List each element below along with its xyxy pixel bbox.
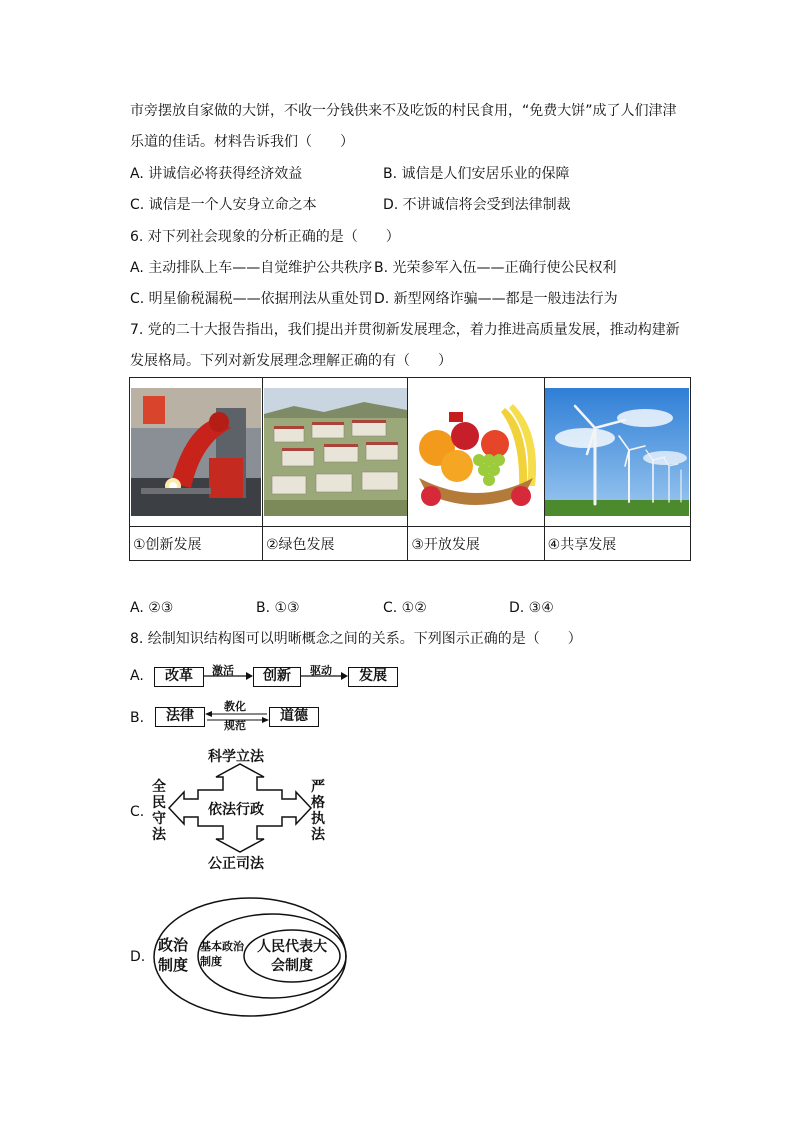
- diagram-d-middle: 基本政治制度: [200, 940, 244, 968]
- caption-3: ③开放发展: [408, 527, 544, 561]
- q7-stem-line-1: 7. 党的二十大报告指出，我们提出并贯彻新发展理念，着力推进高质量发展，推动构建新: [130, 322, 680, 338]
- intro-line-2: 乐道的佳话。材料告诉我们（ ）: [130, 134, 354, 150]
- diagram-a-arrow-2: [301, 670, 349, 682]
- photo-housing-estate: [263, 378, 408, 527]
- diagram-b-bottom-label: 规范: [224, 719, 246, 732]
- intro-line-1: 市旁摆放自家做的大饼，不收一分钱供来不及吃饭的村民食用，“免费大饼”成了人们津津: [130, 103, 677, 119]
- caption-2: ②绿色发展: [263, 527, 408, 561]
- q8-label-d: D.: [130, 949, 146, 965]
- diagram-c-top: 科学立法: [208, 749, 264, 765]
- q6-stem: 6. 对下列社会现象的分析正确的是（ ）: [130, 229, 400, 245]
- diagram-a-arrow1-label: 激活: [212, 664, 234, 677]
- q6-option-c: C. 明星偷税漏税——依据刑法从重处罚: [130, 291, 373, 307]
- diagram-a-box-development: 发展: [348, 667, 398, 687]
- q8-label-a: A.: [130, 668, 144, 684]
- q7-image-table: [129, 377, 691, 561]
- diagram-a-arrow-1: [204, 670, 254, 682]
- q5-option-a: A. 讲诚信必将获得经济效益: [130, 166, 303, 182]
- q5-option-c: C. 诚信是一个人安身立命之本: [130, 197, 317, 213]
- q8-label-c: C.: [130, 804, 145, 820]
- diagram-b-box-law: 法律: [155, 707, 205, 727]
- diagram-a-arrow2-label: 驱动: [310, 664, 332, 677]
- q6-option-a: A. 主动排队上车——自觉维护公共秩序: [130, 260, 373, 276]
- diagram-c-right: 严格执法: [311, 779, 325, 843]
- diagram-c-center: 依法行政: [208, 802, 264, 818]
- q8-stem: 8. 绘制知识结构图可以明晰概念之间的关系。下列图示正确的是（ ）: [130, 631, 582, 647]
- q7-option-b: B. ①③: [256, 600, 300, 616]
- q5-option-d: D. 不讲诚信将会受到法律制裁: [383, 197, 571, 213]
- diagram-a-box-reform: 改革: [154, 667, 204, 687]
- diagram-a-box-innovation: 创新: [253, 667, 301, 687]
- diagram-d-inner: 人民代表大会制度: [257, 939, 327, 974]
- photo-welding-robot: [130, 378, 263, 527]
- q8-label-b: B.: [130, 710, 145, 726]
- caption-4: ④共享发展: [544, 527, 690, 561]
- q7-option-c: C. ①②: [383, 600, 427, 616]
- q6-option-b: B. 光荣参军入伍——正确行使公民权利: [374, 260, 617, 276]
- photo-fruit-basket: [408, 378, 544, 527]
- q6-option-d: D. 新型网络诈骗——都是一般违法行为: [374, 291, 618, 307]
- diagram-b-top-label: 教化: [224, 700, 246, 713]
- q5-option-b: B. 诚信是人们安居乐业的保障: [383, 166, 570, 182]
- diagram-d-outer: 政治制度: [158, 936, 189, 974]
- q7-option-a: A. ②③: [130, 600, 174, 616]
- q7-stem-line-2: 发展格局。下列对新发展理念理解正确的有（ ）: [130, 353, 452, 369]
- photo-wind-turbines: [544, 378, 690, 527]
- caption-1: ①创新发展: [130, 527, 263, 561]
- q7-option-d: D. ③④: [509, 600, 554, 616]
- diagram-c-left: 全民守法: [152, 779, 166, 843]
- diagram-c-bottom: 公正司法: [208, 856, 264, 872]
- diagram-b-box-morality: 道德: [269, 707, 319, 727]
